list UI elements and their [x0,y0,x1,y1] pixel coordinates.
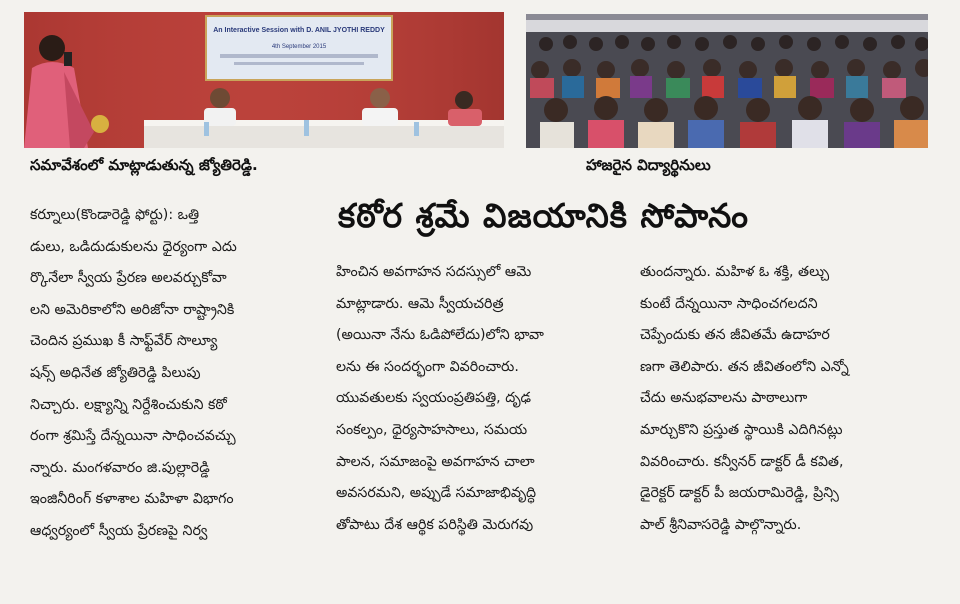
col3-line: వివరించారు. కన్వీనర్ డాక్టర్ డీ కవిత, [640,453,844,470]
col3-line: చేదు అనుభవాలను పాఠాలుగా [640,390,808,407]
col2-line: లను ఈ సందర్భంగా వివరించారు. [336,358,519,375]
article-column-2 [336,257,620,541]
col3-line: చెప్పేందుకు తన జీవితమే ఉదాహర [640,327,830,344]
stage-table [144,124,504,148]
col1-line: నిచ్చారు. లక్ష్యాన్ని నిర్దేశించుకుని కఠో [30,396,227,413]
col1-line: ఇంజినీరింగ్ కళాశాల మహిళా విభాగం [30,491,234,508]
col1-line: ర్కొనేలా స్వీయ ప్రేరణ అలవర్చుకోవా [30,270,227,287]
caption-audience: హాజరైన విద్యార్థినులు [586,156,711,174]
col3-line: డైరెక్టర్ డాక్టర్ పీ జయరామిరెడ్డి, ప్రిన్సి [640,485,839,502]
audience-illustration [526,14,928,148]
col3-line: కుంటే దేన్నయినా సాధించగలదని [640,295,818,312]
col3-line: తుందన్నారు. మహిళ ఓ శక్తి, తల్చు [640,264,830,280]
col1-line: ఆధ్వర్యంలో స్వీయ ప్రేరణపై నిర్వ [30,522,208,539]
stage-illustration [24,12,504,148]
speaker-head [39,35,65,61]
caption-speaker: సమావేశంలో మాట్లాడుతున్న జ్యోతిరెడ్డి. [30,156,258,174]
article-column-3 [640,257,930,541]
col2-line: పాలన, సమాజంపై అవగాహన చాలా [336,453,535,470]
microphone [64,52,72,66]
col2-line: యువతులకు స్వయంప్రతిపత్తి, దృఢ [336,390,532,407]
col3-line: పాల్ శ్రీనివాసరెడ్డి పాల్గొన్నారు. [640,516,802,533]
col2-line: (అయినా నేను ఓడిపోలేదు)లోని భావా [336,327,544,344]
col1-line: లని అమెరికాలోని అరిజోనా రాష్ట్రానికి [30,301,235,318]
col3-line: మార్చుకొని ప్రస్తుత స్థాయికి ఎదిగినట్లు [640,421,843,438]
col2-line: తోపాటు దేశ ఆర్థిక పరిస్థితి మెరుగవు [336,516,534,533]
col1-line: న్నారు. మంగళవారం జి.పుల్లారెడ్డి [30,459,210,476]
col3-line: ణగా తెలిపారు. తన జీవితంలోని ఎన్నో [640,358,849,375]
col2-line: హించిన అవగాహన సదస్సులో ఆమె [336,264,532,280]
col1-line: చెందిన ప్రముఖ కీ సాఫ్ట్‌వేర్ సొల్యూ [30,333,218,350]
col1-line: షన్స్ అధినేత జ్యోతిరెడ్డి పిలుపు [30,364,201,381]
col2-line: అవసరమని, అప్పుడే సమాజాభివృద్ధి [336,485,537,502]
banner-line1: An Interactive Session with D. ANIL JYOTHI REDDY [213,27,385,34]
photo-speaker-on-stage [24,12,504,148]
photo-audience [526,14,928,148]
article-headline: కఠోర శ్రమే విజయానికి సోపానం [338,196,749,235]
article-column-1 [30,200,304,548]
banner-line2: 4th September 2015 [271,44,327,50]
col1-line: రంగా శ్రమిస్తే దేన్నయినా సాధించవచ్చు [30,428,236,445]
col1-line: కర్నూలు(కొండారెడ్డి ఫోర్టు): ఒత్తి [30,207,200,223]
col2-line: సంకల్పం, ధైర్యసాహసాలు, సమయ [336,421,528,438]
col1-line: డులు, ఒడిదుడుకులను ధైర్యంగా ఎదు [30,238,237,255]
col2-line: మాట్లాడారు. ఆమె స్వీయచరిత్ర [336,295,504,312]
